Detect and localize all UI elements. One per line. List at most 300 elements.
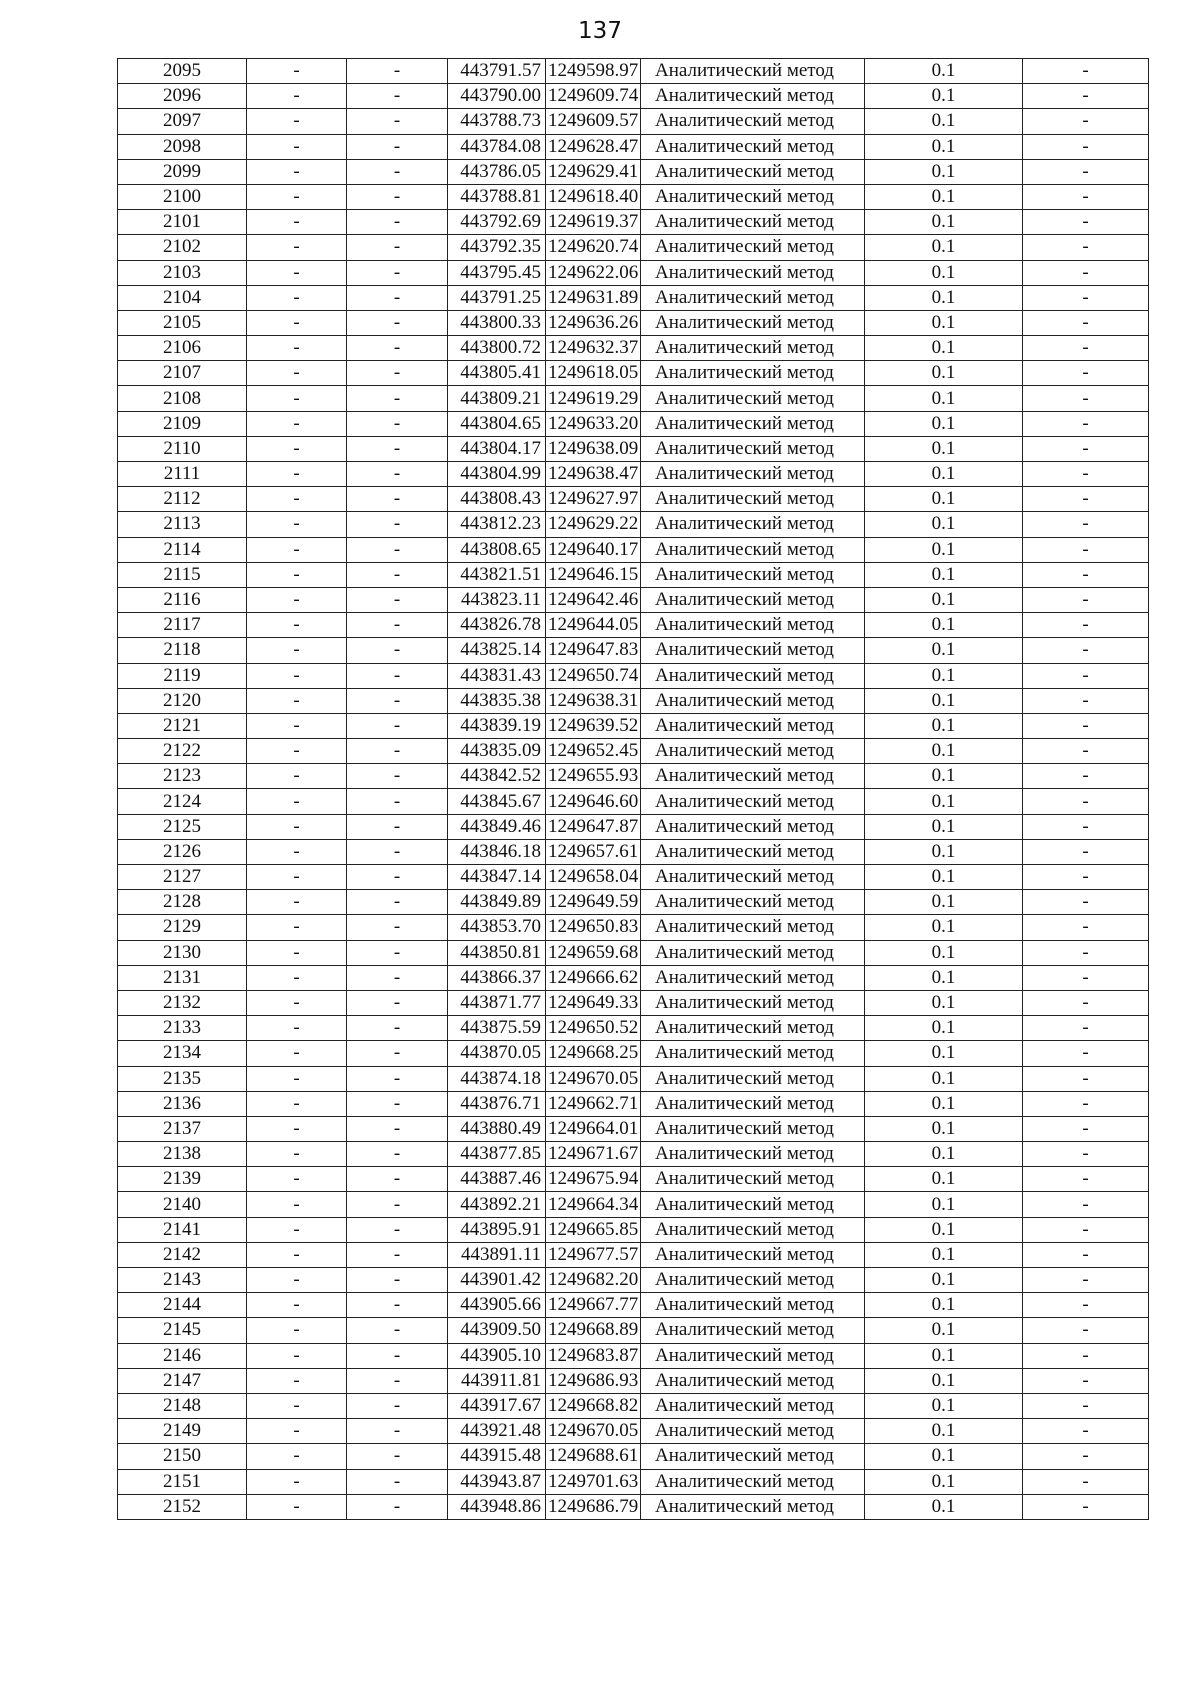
empty-cell: - [347,713,448,738]
precision-cell: 0.1 [865,1142,1023,1167]
empty-cell: - [247,84,347,109]
empty-cell: - [247,1116,347,1141]
note-cell: - [1023,361,1149,386]
point-number-cell: 2095 [118,59,247,84]
x-coordinate-cell: 443875.59 [448,1016,546,1041]
note-cell: - [1023,59,1149,84]
table-row [118,512,1149,537]
y-coordinate-cell: 1249644.05 [546,613,641,638]
precision-cell: 0.1 [865,310,1023,335]
point-number-cell: 2143 [118,1268,247,1293]
y-coordinate-cell: 1249609.74 [546,84,641,109]
note-cell: - [1023,411,1149,436]
point-number-cell: 2104 [118,285,247,310]
point-number-cell: 2102 [118,235,247,260]
note-cell: - [1023,1469,1149,1494]
y-coordinate-cell: 1249646.60 [546,789,641,814]
point-number-cell: 2147 [118,1368,247,1393]
empty-cell: - [347,1494,448,1519]
table-row [118,1142,1149,1167]
empty-cell: - [347,1116,448,1141]
method-cell: Аналитический метод [641,789,865,814]
table-row [118,1368,1149,1393]
empty-cell: - [347,1268,448,1293]
method-cell: Аналитический метод [641,134,865,159]
precision-cell: 0.1 [865,663,1023,688]
x-coordinate-cell: 443823.11 [448,587,546,612]
note-cell: - [1023,1444,1149,1469]
table-row [118,361,1149,386]
table-row [118,789,1149,814]
table-row [118,1393,1149,1418]
precision-cell: 0.1 [865,386,1023,411]
note-cell: - [1023,84,1149,109]
table-row [118,336,1149,361]
method-cell: Аналитический метод [641,890,865,915]
method-cell: Аналитический метод [641,1393,865,1418]
empty-cell: - [347,764,448,789]
empty-cell: - [347,512,448,537]
method-cell: Аналитический метод [641,688,865,713]
y-coordinate-cell: 1249686.79 [546,1494,641,1519]
method-cell: Аналитический метод [641,310,865,335]
point-number-cell: 2113 [118,512,247,537]
x-coordinate-cell: 443808.65 [448,537,546,562]
y-coordinate-cell: 1249620.74 [546,235,641,260]
precision-cell: 0.1 [865,638,1023,663]
x-coordinate-cell: 443911.81 [448,1368,546,1393]
note-cell: - [1023,386,1149,411]
method-cell: Аналитический метод [641,361,865,386]
precision-cell: 0.1 [865,235,1023,260]
precision-cell: 0.1 [865,134,1023,159]
empty-cell: - [247,336,347,361]
table-row [118,587,1149,612]
empty-cell: - [347,109,448,134]
note-cell: - [1023,1419,1149,1444]
table-row [118,1293,1149,1318]
x-coordinate-cell: 443791.57 [448,59,546,84]
note-cell: - [1023,839,1149,864]
point-number-cell: 2131 [118,965,247,990]
empty-cell: - [247,688,347,713]
empty-cell: - [347,814,448,839]
table-row [118,915,1149,940]
empty-cell: - [347,159,448,184]
x-coordinate-cell: 443795.45 [448,260,546,285]
y-coordinate-cell: 1249665.85 [546,1217,641,1242]
method-cell: Аналитический метод [641,587,865,612]
table-row [118,990,1149,1015]
note-cell: - [1023,1016,1149,1041]
method-cell: Аналитический метод [641,613,865,638]
precision-cell: 0.1 [865,1091,1023,1116]
method-cell: Аналитический метод [641,285,865,310]
point-number-cell: 2136 [118,1091,247,1116]
method-cell: Аналитический метод [641,260,865,285]
precision-cell: 0.1 [865,462,1023,487]
y-coordinate-cell: 1249688.61 [546,1444,641,1469]
note-cell: - [1023,713,1149,738]
table-row [118,1444,1149,1469]
x-coordinate-cell: 443804.99 [448,462,546,487]
note-cell: - [1023,814,1149,839]
empty-cell: - [347,134,448,159]
empty-cell: - [247,940,347,965]
y-coordinate-cell: 1249627.97 [546,487,641,512]
method-cell: Аналитический метод [641,411,865,436]
empty-cell: - [347,1469,448,1494]
note-cell: - [1023,1293,1149,1318]
note-cell: - [1023,1217,1149,1242]
precision-cell: 0.1 [865,915,1023,940]
precision-cell: 0.1 [865,1242,1023,1267]
x-coordinate-cell: 443804.17 [448,436,546,461]
empty-cell: - [247,59,347,84]
note-cell: - [1023,1242,1149,1267]
method-cell: Аналитический метод [641,1116,865,1141]
y-coordinate-cell: 1249701.63 [546,1469,641,1494]
method-cell: Аналитический метод [641,1268,865,1293]
point-number-cell: 2129 [118,915,247,940]
note-cell: - [1023,1041,1149,1066]
note-cell: - [1023,638,1149,663]
table-row [118,1469,1149,1494]
empty-cell: - [347,789,448,814]
point-number-cell: 2103 [118,260,247,285]
empty-cell: - [247,1268,347,1293]
point-number-cell: 2130 [118,940,247,965]
precision-cell: 0.1 [865,587,1023,612]
empty-cell: - [247,1217,347,1242]
y-coordinate-cell: 1249650.74 [546,663,641,688]
x-coordinate-cell: 443804.65 [448,411,546,436]
note-cell: - [1023,990,1149,1015]
empty-cell: - [347,1091,448,1116]
note-cell: - [1023,562,1149,587]
table-row [118,537,1149,562]
y-coordinate-cell: 1249667.77 [546,1293,641,1318]
method-cell: Аналитический метод [641,1217,865,1242]
empty-cell: - [247,109,347,134]
x-coordinate-cell: 443915.48 [448,1444,546,1469]
note-cell: - [1023,487,1149,512]
note-cell: - [1023,1066,1149,1091]
note-cell: - [1023,1494,1149,1519]
note-cell: - [1023,865,1149,890]
method-cell: Аналитический метод [641,336,865,361]
note-cell: - [1023,965,1149,990]
precision-cell: 0.1 [865,537,1023,562]
empty-cell: - [247,159,347,184]
point-number-cell: 2107 [118,361,247,386]
note-cell: - [1023,613,1149,638]
empty-cell: - [347,1393,448,1418]
method-cell: Аналитический метод [641,1419,865,1444]
empty-cell: - [247,965,347,990]
precision-cell: 0.1 [865,84,1023,109]
x-coordinate-cell: 443891.11 [448,1242,546,1267]
precision-cell: 0.1 [865,361,1023,386]
point-number-cell: 2106 [118,336,247,361]
empty-cell: - [347,1242,448,1267]
y-coordinate-cell: 1249664.34 [546,1192,641,1217]
note-cell: - [1023,1368,1149,1393]
point-number-cell: 2109 [118,411,247,436]
table-row [118,1192,1149,1217]
x-coordinate-cell: 443846.18 [448,839,546,864]
y-coordinate-cell: 1249629.41 [546,159,641,184]
note-cell: - [1023,587,1149,612]
precision-cell: 0.1 [865,839,1023,864]
method-cell: Аналитический метод [641,663,865,688]
x-coordinate-cell: 443809.21 [448,386,546,411]
note-cell: - [1023,663,1149,688]
empty-cell: - [247,1469,347,1494]
method-cell: Аналитический метод [641,462,865,487]
precision-cell: 0.1 [865,739,1023,764]
table-row [118,134,1149,159]
y-coordinate-cell: 1249638.31 [546,688,641,713]
table-row [118,1494,1149,1519]
method-cell: Аналитический метод [641,487,865,512]
precision-cell: 0.1 [865,59,1023,84]
note-cell: - [1023,739,1149,764]
point-number-cell: 2135 [118,1066,247,1091]
point-number-cell: 2097 [118,109,247,134]
table-row [118,739,1149,764]
empty-cell: - [347,739,448,764]
empty-cell: - [247,915,347,940]
x-coordinate-cell: 443905.66 [448,1293,546,1318]
empty-cell: - [247,613,347,638]
x-coordinate-cell: 443808.43 [448,487,546,512]
empty-cell: - [347,260,448,285]
empty-cell: - [347,537,448,562]
y-coordinate-cell: 1249670.05 [546,1066,641,1091]
empty-cell: - [247,134,347,159]
x-coordinate-cell: 443853.70 [448,915,546,940]
empty-cell: - [347,990,448,1015]
note-cell: - [1023,260,1149,285]
y-coordinate-cell: 1249598.97 [546,59,641,84]
method-cell: Аналитический метод [641,562,865,587]
empty-cell: - [347,1041,448,1066]
empty-cell: - [347,865,448,890]
x-coordinate-cell: 443835.38 [448,688,546,713]
method-cell: Аналитический метод [641,638,865,663]
point-number-cell: 2110 [118,436,247,461]
table-row [118,1091,1149,1116]
table-row [118,965,1149,990]
empty-cell: - [347,1016,448,1041]
empty-cell: - [347,436,448,461]
empty-cell: - [247,587,347,612]
precision-cell: 0.1 [865,260,1023,285]
point-number-cell: 2152 [118,1494,247,1519]
note-cell: - [1023,210,1149,235]
precision-cell: 0.1 [865,1318,1023,1343]
precision-cell: 0.1 [865,184,1023,209]
x-coordinate-cell: 443831.43 [448,663,546,688]
table-row [118,159,1149,184]
point-number-cell: 2140 [118,1192,247,1217]
method-cell: Аналитический метод [641,713,865,738]
point-number-cell: 2099 [118,159,247,184]
note-cell: - [1023,1091,1149,1116]
empty-cell: - [347,310,448,335]
method-cell: Аналитический метод [641,210,865,235]
table-row [118,940,1149,965]
method-cell: Аналитический метод [641,1066,865,1091]
empty-cell: - [247,1318,347,1343]
empty-cell: - [347,462,448,487]
table-row [118,386,1149,411]
empty-cell: - [347,59,448,84]
x-coordinate-cell: 443874.18 [448,1066,546,1091]
point-number-cell: 2096 [118,84,247,109]
empty-cell: - [247,1293,347,1318]
y-coordinate-cell: 1249609.57 [546,109,641,134]
empty-cell: - [347,235,448,260]
point-number-cell: 2137 [118,1116,247,1141]
empty-cell: - [247,512,347,537]
empty-cell: - [247,562,347,587]
method-cell: Аналитический метод [641,839,865,864]
method-cell: Аналитический метод [641,1142,865,1167]
point-number-cell: 2116 [118,587,247,612]
x-coordinate-cell: 443800.33 [448,310,546,335]
y-coordinate-cell: 1249650.52 [546,1016,641,1041]
method-cell: Аналитический метод [641,940,865,965]
empty-cell: - [247,1167,347,1192]
point-number-cell: 2124 [118,789,247,814]
empty-cell: - [247,285,347,310]
y-coordinate-cell: 1249659.68 [546,940,641,965]
table-row [118,260,1149,285]
x-coordinate-cell: 443847.14 [448,865,546,890]
x-coordinate-cell: 443905.10 [448,1343,546,1368]
empty-cell: - [247,1041,347,1066]
empty-cell: - [247,1242,347,1267]
point-number-cell: 2127 [118,865,247,890]
point-number-cell: 2122 [118,739,247,764]
table-row [118,109,1149,134]
empty-cell: - [347,915,448,940]
precision-cell: 0.1 [865,940,1023,965]
x-coordinate-cell: 443835.09 [448,739,546,764]
point-number-cell: 2114 [118,537,247,562]
method-cell: Аналитический метод [641,1494,865,1519]
empty-cell: - [247,739,347,764]
empty-cell: - [347,1419,448,1444]
y-coordinate-cell: 1249628.47 [546,134,641,159]
y-coordinate-cell: 1249652.45 [546,739,641,764]
empty-cell: - [347,688,448,713]
x-coordinate-cell: 443788.73 [448,109,546,134]
note-cell: - [1023,1318,1149,1343]
note-cell: - [1023,134,1149,159]
method-cell: Аналитический метод [641,1192,865,1217]
method-cell: Аналитический метод [641,512,865,537]
point-number-cell: 2141 [118,1217,247,1242]
empty-cell: - [347,411,448,436]
empty-cell: - [247,361,347,386]
empty-cell: - [347,940,448,965]
table-row [118,1041,1149,1066]
precision-cell: 0.1 [865,411,1023,436]
precision-cell: 0.1 [865,1268,1023,1293]
empty-cell: - [347,587,448,612]
empty-cell: - [247,1192,347,1217]
x-coordinate-cell: 443917.67 [448,1393,546,1418]
table-row [118,59,1149,84]
y-coordinate-cell: 1249657.61 [546,839,641,864]
y-coordinate-cell: 1249682.20 [546,1268,641,1293]
empty-cell: - [247,260,347,285]
precision-cell: 0.1 [865,1167,1023,1192]
table-row [118,638,1149,663]
x-coordinate-cell: 443821.51 [448,562,546,587]
page-number: 137 [578,18,622,44]
note-cell: - [1023,1116,1149,1141]
y-coordinate-cell: 1249664.01 [546,1116,641,1141]
empty-cell: - [347,638,448,663]
empty-cell: - [247,1066,347,1091]
point-number-cell: 2121 [118,713,247,738]
method-cell: Аналитический метод [641,1469,865,1494]
y-coordinate-cell: 1249638.09 [546,436,641,461]
note-cell: - [1023,940,1149,965]
point-number-cell: 2142 [118,1242,247,1267]
method-cell: Аналитический метод [641,1041,865,1066]
note-cell: - [1023,336,1149,361]
empty-cell: - [347,839,448,864]
x-coordinate-cell: 443842.52 [448,764,546,789]
table-row [118,814,1149,839]
point-number-cell: 2133 [118,1016,247,1041]
point-number-cell: 2128 [118,890,247,915]
table-row [118,310,1149,335]
y-coordinate-cell: 1249675.94 [546,1167,641,1192]
empty-cell: - [247,310,347,335]
point-number-cell: 2139 [118,1167,247,1192]
precision-cell: 0.1 [865,1066,1023,1091]
method-cell: Аналитический метод [641,1444,865,1469]
empty-cell: - [247,436,347,461]
note-cell: - [1023,109,1149,134]
x-coordinate-cell: 443805.41 [448,361,546,386]
empty-cell: - [347,336,448,361]
precision-cell: 0.1 [865,713,1023,738]
method-cell: Аналитический метод [641,235,865,260]
y-coordinate-cell: 1249655.93 [546,764,641,789]
note-cell: - [1023,537,1149,562]
point-number-cell: 2120 [118,688,247,713]
note-cell: - [1023,1167,1149,1192]
empty-cell: - [347,965,448,990]
method-cell: Аналитический метод [641,1242,865,1267]
precision-cell: 0.1 [865,1217,1023,1242]
x-coordinate-cell: 443876.71 [448,1091,546,1116]
table-row [118,562,1149,587]
method-cell: Аналитический метод [641,865,865,890]
empty-cell: - [347,1343,448,1368]
x-coordinate-cell: 443791.25 [448,285,546,310]
empty-cell: - [347,1444,448,1469]
method-cell: Аналитический метод [641,1293,865,1318]
table-row [118,663,1149,688]
